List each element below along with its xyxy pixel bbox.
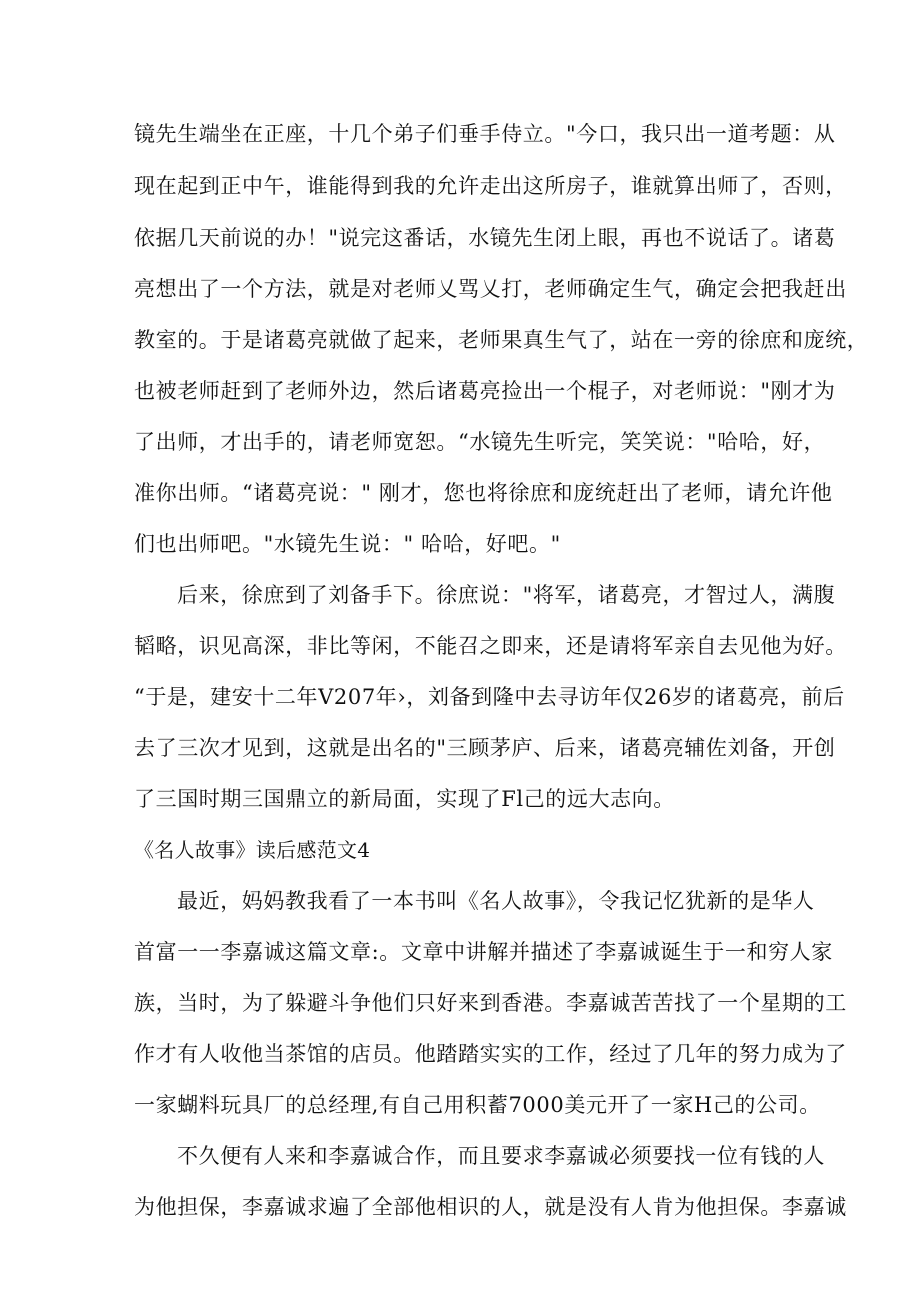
paragraph-first-line: 不久便有人来和李嘉诚合作，而且要求李嘉诚必须要找一位有钱的人 xyxy=(177,1144,825,1168)
text-line: 为他担保，李嘉诚求遍了全部他相识的人，就是没有人肯为他担保。李嘉诚 xyxy=(134,1195,847,1219)
text-line: 教室的。于是诸葛亮就做了起来，老师果真生气了，站在一旁的徐庶和庞统， xyxy=(134,328,869,352)
text-line: 族，当时，为了躲避斗争他们只好来到香港。李嘉诚苦苦找了一个星期的工 xyxy=(134,991,847,1015)
text-line: 首富一一李嘉诚这篇文章:。文章中讲解并描述了李嘉诚诞生于一和穷人家 xyxy=(134,940,833,964)
section-heading: 《名人故事》读后感范文4 xyxy=(134,838,371,862)
text-line: 了三国时期三国鼎立的新局面，实现了Fl己的远大志向。 xyxy=(134,787,675,811)
text-line: 作才有人收他当茶馆的店员。他踏踏实实的工作，经过了几年的努力成为了 xyxy=(134,1042,847,1066)
text-line: 亮想出了一个方法，就是对老师乂骂乂打，老师确定生气，确定会把我赶出 xyxy=(134,277,847,301)
paragraph-first-line: 后来，徐庶到了刘备手下。徐庶说："将军，诸葛亮，才智过人，满腹 xyxy=(177,583,836,607)
paragraph-first-line: 最近，妈妈教我看了一本书叫《名人故事》，令我记忆犹新的是华人 xyxy=(177,889,815,913)
text-line: 镜先生端坐在正座，十几个弟子们垂手侍立。"今口，我只出一道考题：从 xyxy=(134,122,836,146)
text-line: 依据几天前说的办！"说完这番话，水镜先生闭上眼，再也不说话了。诸葛 xyxy=(134,226,836,250)
text-line: 了出师，才出手的，请老师宽恕。“水镜先生听完，笑笑说："哈哈，好， xyxy=(134,430,826,454)
text-line: “于是，建安十二年V207年›，刘备到隆中去寻访年仅26岁的诸葛亮，前后 xyxy=(134,685,845,709)
text-line: 去了三次才见到，这就是出名的"三顾茅庐、后来，诸葛亮辅佐刘备，开创 xyxy=(134,736,836,760)
text-line: 们也出师吧。"水镜先生说：" 哈哈，好吧。" xyxy=(134,532,561,556)
text-line: 一家蝴料玩具厂的总经理,有自己用积蓄7000美元开了一家H己的公司。 xyxy=(134,1093,821,1117)
text-line: 准你出师。“诸葛亮说：" 刚才，您也将徐庶和庞统赶出了老师，请允许他 xyxy=(134,481,833,505)
text-line: 韬略，识见高深，非比等闲，不能召之即来，还是请将军亲自去见他为好。 xyxy=(134,634,847,658)
text-line: 也被老师赶到了老师外边，然后诸葛亮捡出一个棍子，对老师说："刚才为 xyxy=(134,379,836,403)
text-line: 现在起到正中午，谁能得到我的允许走出这所房子，谁就算出师了，否则， xyxy=(134,174,847,198)
